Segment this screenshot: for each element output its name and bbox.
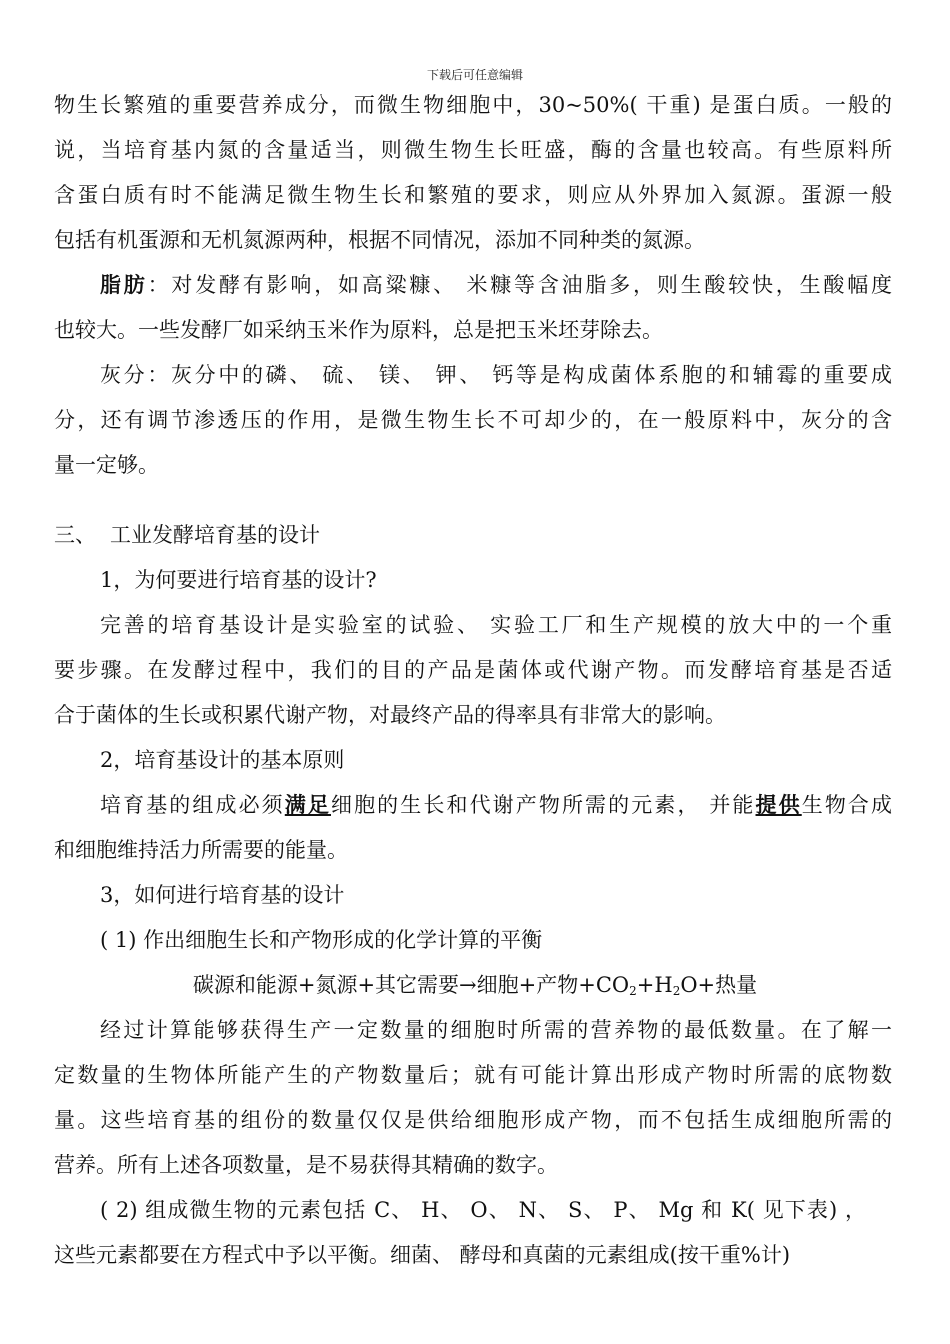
paragraph-line: 分，还有调节渗透压的作用，是微生物生长不可却少的，在一般原料中，灰分的含 — [54, 408, 892, 432]
question-heading: 3，如何进行培育基的设计 — [100, 883, 345, 907]
paragraph-line: 要步骤。在发酵过程中，我们的目的产品是菌体或代谢产物。而发酵培育基是否适 — [54, 658, 892, 682]
paragraph-line: 完善的培育基设计是实验室的试验、 实验工厂和生产规模的放大中的一个重 — [100, 613, 892, 637]
principle-text: 培育基的组成必须 — [100, 793, 285, 817]
paragraph-line: 和细胞维持活力所需要的能量。 — [54, 838, 348, 862]
fat-term: 脂肪 — [100, 272, 148, 297]
paragraph-line: 量。这些培育基的组份的数量仅仅是供给细胞形成产物，而不包括生成细胞所需的 — [54, 1108, 892, 1132]
equation-subscript: 2 — [672, 984, 681, 998]
paragraph-line: 灰分：灰分中的磷、 硫、 镁、 钾、 钙等是构成菌体系胞的和辅霉的重要成 — [100, 363, 892, 387]
paragraph-line: 合于菌体的生长或积累代谢产物，对最终产品的得率具有非常大的影响。 — [54, 703, 726, 727]
paragraph-line: 说，当培育基内氮的含量适当，则微生物生长旺盛，酶的含量也较高。有些原料所 — [54, 138, 892, 162]
page-header: 下载后可任意编辑 — [426, 68, 523, 82]
section-heading — [54, 521, 320, 549]
underlined-term: 满足 — [284, 792, 331, 817]
fat-paragraph-line — [100, 271, 892, 299]
fat-text: ：对发酵有影响，如高粱糠、 米糠等含油脂多，则生酸较快，生酸幅度 — [147, 273, 892, 297]
paragraph-line: 定数量的生物体所能产生的产物数量后；就有可能计算出形成产物时所需的底物数 — [54, 1063, 892, 1087]
paragraph-line: 物生长繁殖的重要营养成分，而微生物细胞中，30~50%( 干重) 是蛋白质。一般的 — [54, 93, 892, 117]
subheading: ( 1) 作出细胞生长和产物形成的化学计算的平衡 — [100, 928, 543, 952]
principle-text: 生物合成 — [801, 793, 893, 817]
subheading: ( 2) 组成微生物的元素包括 C、 H、 O、 N、 S、 P、 Mg 和 K( 见下表) ， — [100, 1198, 866, 1222]
paragraph-line: 营养。所有上述各项数量，是不易获得其精确的数字。 — [54, 1153, 558, 1177]
section-title: 工业发酵培育基的设计 — [110, 523, 320, 547]
question-heading: 1，为何要进行培育基的设计? — [100, 568, 377, 592]
equation-text: O+热量 — [680, 973, 758, 997]
question-heading: 2，培育基设计的基本原则 — [100, 748, 345, 772]
underlined-term: 提供 — [755, 792, 802, 817]
section-number: 三、 — [54, 523, 96, 547]
principle-text: 细胞的生长和代谢产物所需的元素， 并能 — [330, 793, 756, 817]
equation-subscript: 2 — [629, 984, 637, 998]
principle-paragraph-line — [100, 791, 892, 819]
paragraph-line: 经过计算能够获得生产一定数量的细胞时所需的营养物的最低数量。在了解一 — [100, 1018, 892, 1042]
equation-text: 碳源和能源+氮源+其它需要→细胞+产物+CO — [192, 973, 630, 997]
paragraph-line: 含蛋白质有时不能满足微生物生长和繁殖的要求，则应从外界加入氮源。蛋源一般 — [54, 183, 892, 207]
paragraph-line: 包括有机蛋源和无机氮源两种，根据不同情况，添加不同种类的氮源。 — [54, 228, 705, 252]
paragraph-line: 也较大。一些发酵厂如采纳玉米作为原料，总是把玉米坯芽除去。 — [54, 318, 663, 342]
equation — [0, 971, 950, 1005]
paragraph-line: 量一定够。 — [54, 453, 159, 477]
equation-text: +H — [636, 973, 673, 997]
paragraph-line: 这些元素都要在方程式中予以平衡。细菌、 酵母和真菌的元素组成(按干重%计) — [54, 1243, 791, 1267]
